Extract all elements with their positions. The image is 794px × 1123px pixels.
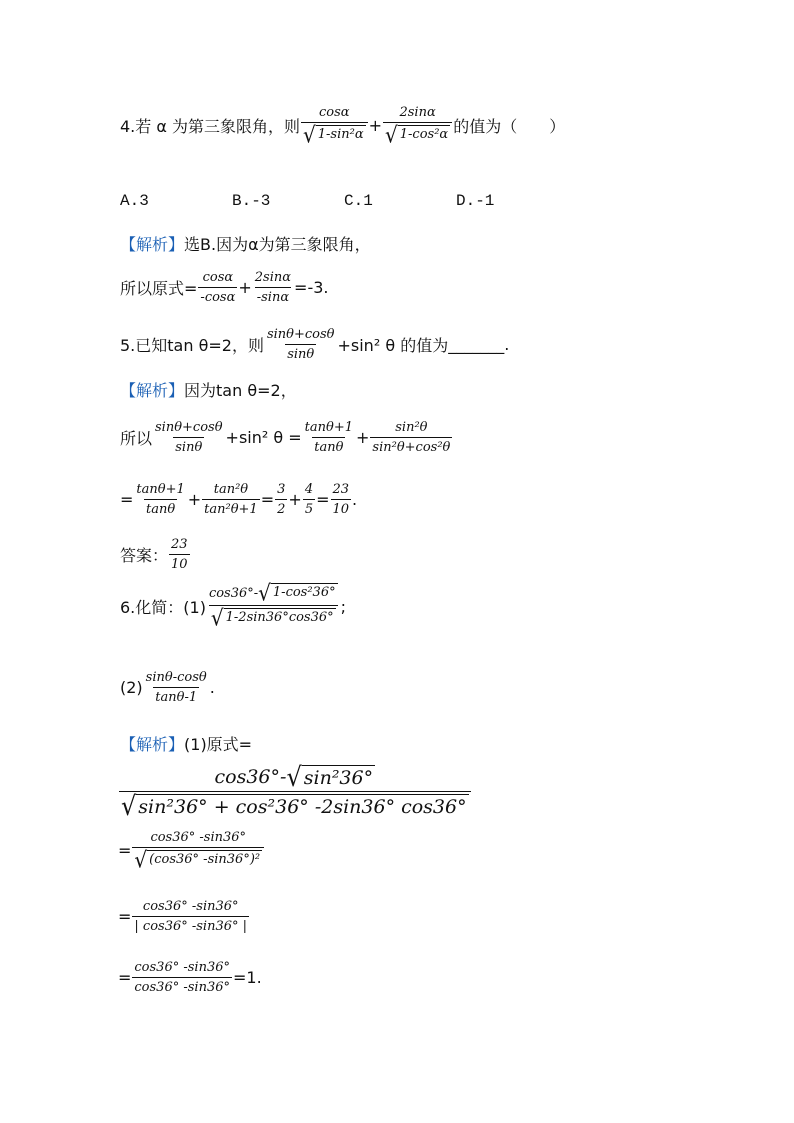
solution-label: 【解析】 [120,235,185,254]
q6-step-2: = cos36° -sin36° √ (cos36° -sin36°)² [118,830,265,871]
q5-step2-frac-c: $\frac{3}{2}$ [277,482,286,517]
q6-result: =1. [233,968,262,987]
answer-label: 答案： [120,546,169,565]
q6-part2-fraction: $\frac{\sin\theta-\cos\theta}{\tan\theta-1}$ [145,670,207,705]
plus-sign: + [368,116,383,135]
q4-fraction-1 [301,105,368,149]
q4-option-c: C.1 [344,192,373,210]
q5-fraction: $\frac{\sin\theta+\cos\theta}{\sin\theta}$ [266,327,335,362]
a4-prefix: 所以原式= [120,279,198,298]
q4-fraction-2 [383,105,452,149]
q4-frac2-den: 1-cos²α [398,125,450,145]
sqrt-icon: √ [121,790,137,822]
q6-step-3: = $\frac{\cos 36^\circ -\sin 36^\circ}{| \cos 36^\circ -\sin 36^\circ |}$ [118,899,248,934]
q4-text-after: 的值为（ ） [453,117,566,136]
sqrt-icon: √ [210,604,224,632]
q6-stem-1: 6.化简：(1) cos36°- √ 1-cos²36° √ 1-2sin36°cos36° ; [120,579,346,632]
q6-text: 6.化简：(1) [120,597,206,617]
q5-step2-frac-b: $\frac{\text{tan²θ}}{\text{tan²θ+1}}$ [204,482,258,517]
q6-part1-fraction: cos36°- √ 1-cos²36° √ 1-2sin36°cos36° [207,583,340,629]
q4-option-a: A.3 [120,192,149,210]
a4-result: =-3. [294,278,329,297]
q4-stem [120,105,566,149]
a4-solution-line2: 所以原式= $\frac{\cos\alpha}{-\cos\alpha}$ + $\frac{2\sin\alpha}{-\sin\alpha}$ =-3. [120,270,329,305]
q4-text-before: 4.若 α 为第三象限角，则 [120,117,300,136]
q5-answer-frac: $\frac{23}{10}$ [171,537,188,572]
q5-solution-line1 [120,378,297,401]
q4-frac2-num: 2sinα [399,105,436,120]
sqrt-icon: √ [286,761,302,793]
q5-text-mid: +sin² θ 的值为 [337,336,449,355]
a4-text: 选B.因为α为第三象限角， [184,235,371,254]
q6-solution-line1 [120,732,252,755]
q5-sol-text: 因为tan θ=2， [184,381,297,400]
solution-label: 【解析】 [120,381,185,400]
q5-solution-step1: 所以 $\frac{\sin\theta+\cos\theta}{\sin\theta}$ +sin² θ = $\frac{\tan\theta+1}{\tan\theta}$ + $\frac{\text{sin²θ}}{\text{sin²θ+cos²θ}}$ [120,420,451,455]
a4-fraction-2: $\frac{2\sin\alpha}{-\sin\alpha}$ [254,270,292,305]
sqrt-icon: √ [303,121,316,149]
q5-step2-frac-d: $\frac{4}{5}$ [304,482,314,517]
q4-frac1-den: 1-sin²α [316,125,366,145]
q5-step1-frac-c: $\frac{\text{sin²θ}}{\text{sin²θ+cos²θ}}$ [372,420,451,455]
q4-option-d: D.-1 [456,192,495,210]
q5-step1-frac-b: $\frac{\tan\theta+1}{\tan\theta}$ [304,420,353,455]
q5-step1-frac-a: $\frac{\sin\theta+\cos\theta}{\sin\theta}$ [155,420,223,455]
q6-big-fraction: cos36°- √ sin²36° √ sin²36° + cos²36° -2sin36° cos36° [118,765,472,819]
q6-sol-text: (1)原式= [184,735,253,754]
sqrt-icon: √ [134,846,148,874]
q5-solution-step2: = $\frac{\tan\theta+1}{\tan\theta}$ + $\frac{\text{tan²θ}}{\text{tan²θ+1}}$ = $\frac{3}{2}$ + $\frac{4}{5}$ = $\frac{23}{10}$ . [120,482,358,517]
q5-step2-frac-a: $\frac{\tan\theta+1}{\tan\theta}$ [136,482,185,517]
q5-answer [120,537,191,572]
q6-step-4: = $\frac{\cos 36^\circ -\sin 36^\circ}{\cos 36^\circ -\sin 36^\circ}$ =1. [118,960,262,995]
q5-text-before: 5.已知tan θ=2，则 [120,336,264,355]
answer-blank: _______. [448,335,510,354]
q4-option-b: B.-3 [232,192,271,210]
sqrt-icon: √ [258,579,271,607]
a4-fraction-1: $\frac{\cos\alpha}{-\cos\alpha}$ [200,270,236,305]
q5-stem [120,327,509,362]
q6-stem-2: (2) $\frac{\sin\theta-\cos\theta}{\tan\theta-1}$ . [120,670,215,705]
q4-frac1-num: cosα [319,105,350,120]
solution-label: 【解析】 [120,735,185,754]
a4-solution-line1 [120,232,371,255]
q5-step2-frac-e: $\frac{23}{10}$ [332,482,350,517]
sqrt-icon: √ [385,121,398,149]
